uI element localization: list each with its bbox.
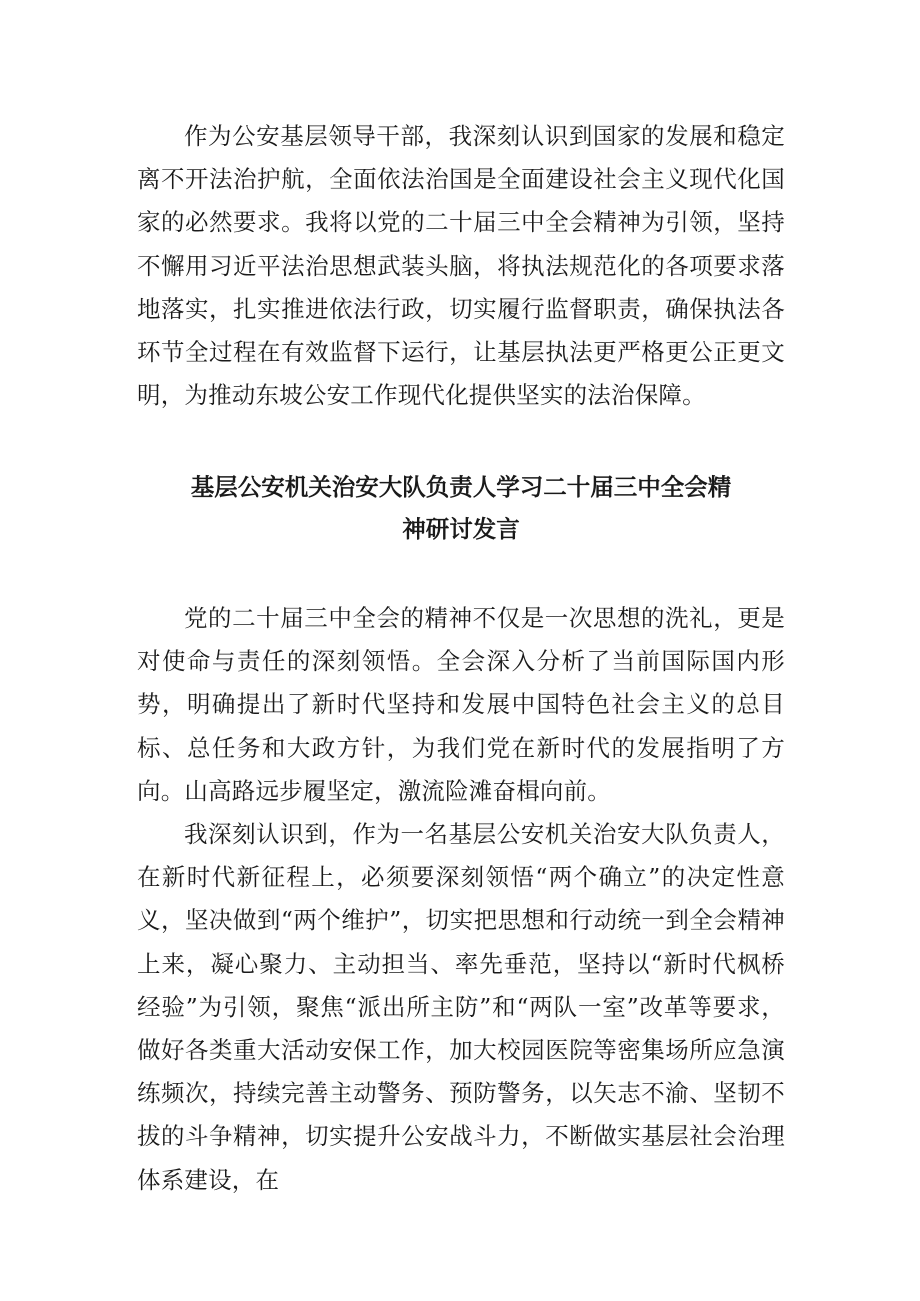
section-title-line: 神研讨发言 (402, 515, 520, 543)
section-title (137, 466, 785, 550)
body-paragraph: 作为公安基层领导干部，我深刻认识到国家的发展和稳定离不开法治护航，全面依法治国是全面建设社会主义现代化国家的必然要求。我将以党的二十届三中全会精神为引领，坚持不懈用习近平法治思想武装头脑，将执法规范化的各项要求落地落实，扎实推进依法行政，切实履行监督职责，确保执法各环节全过程在有效监督下运行，让基层执法更严格更公正更文明，为推动东坡公安工作现代化提供坚实的法治保障。 (137, 122, 785, 410)
body-paragraph: 党的二十届三中全会的精神不仅是一次思想的洗礼，更是对使命与责任的深刻领悟。全会深入分析了当前国际国内形势，明确提出了新时代坚持和发展中国特色社会主义的总目标、总任务和大政方针，为我们党在新时代的发展指明了方向。山高路远步履坚定，激流险滩奋楫向前。 (137, 604, 785, 805)
body-paragraph: 我深刻认识到，作为一名基层公安机关治安大队负责人，在新时代新征程上，必须要深刻领悟“两个确立”的决定性意义，坚决做到“两个维护”，切实把思想和行动统一到全会精神上来，凝心聚力、主动担当、率先垂范，坚持以“新时代枫桥经验”为引领，聚焦“派出所主防”和“两队一室”改革等要求，做好各类重大活动安保工作，加大校园医院等密集场所应急演练频次，持续完善主动警务、预防警务，以矢志不渝、坚韧不拔的斗争精神，切实提升公安战斗力，不断做实基层社会治理体系建设，在 (137, 820, 785, 1194)
section-title-line: 基层公安机关治安大队负责人学习二十届三中全会精 (190, 473, 732, 501)
